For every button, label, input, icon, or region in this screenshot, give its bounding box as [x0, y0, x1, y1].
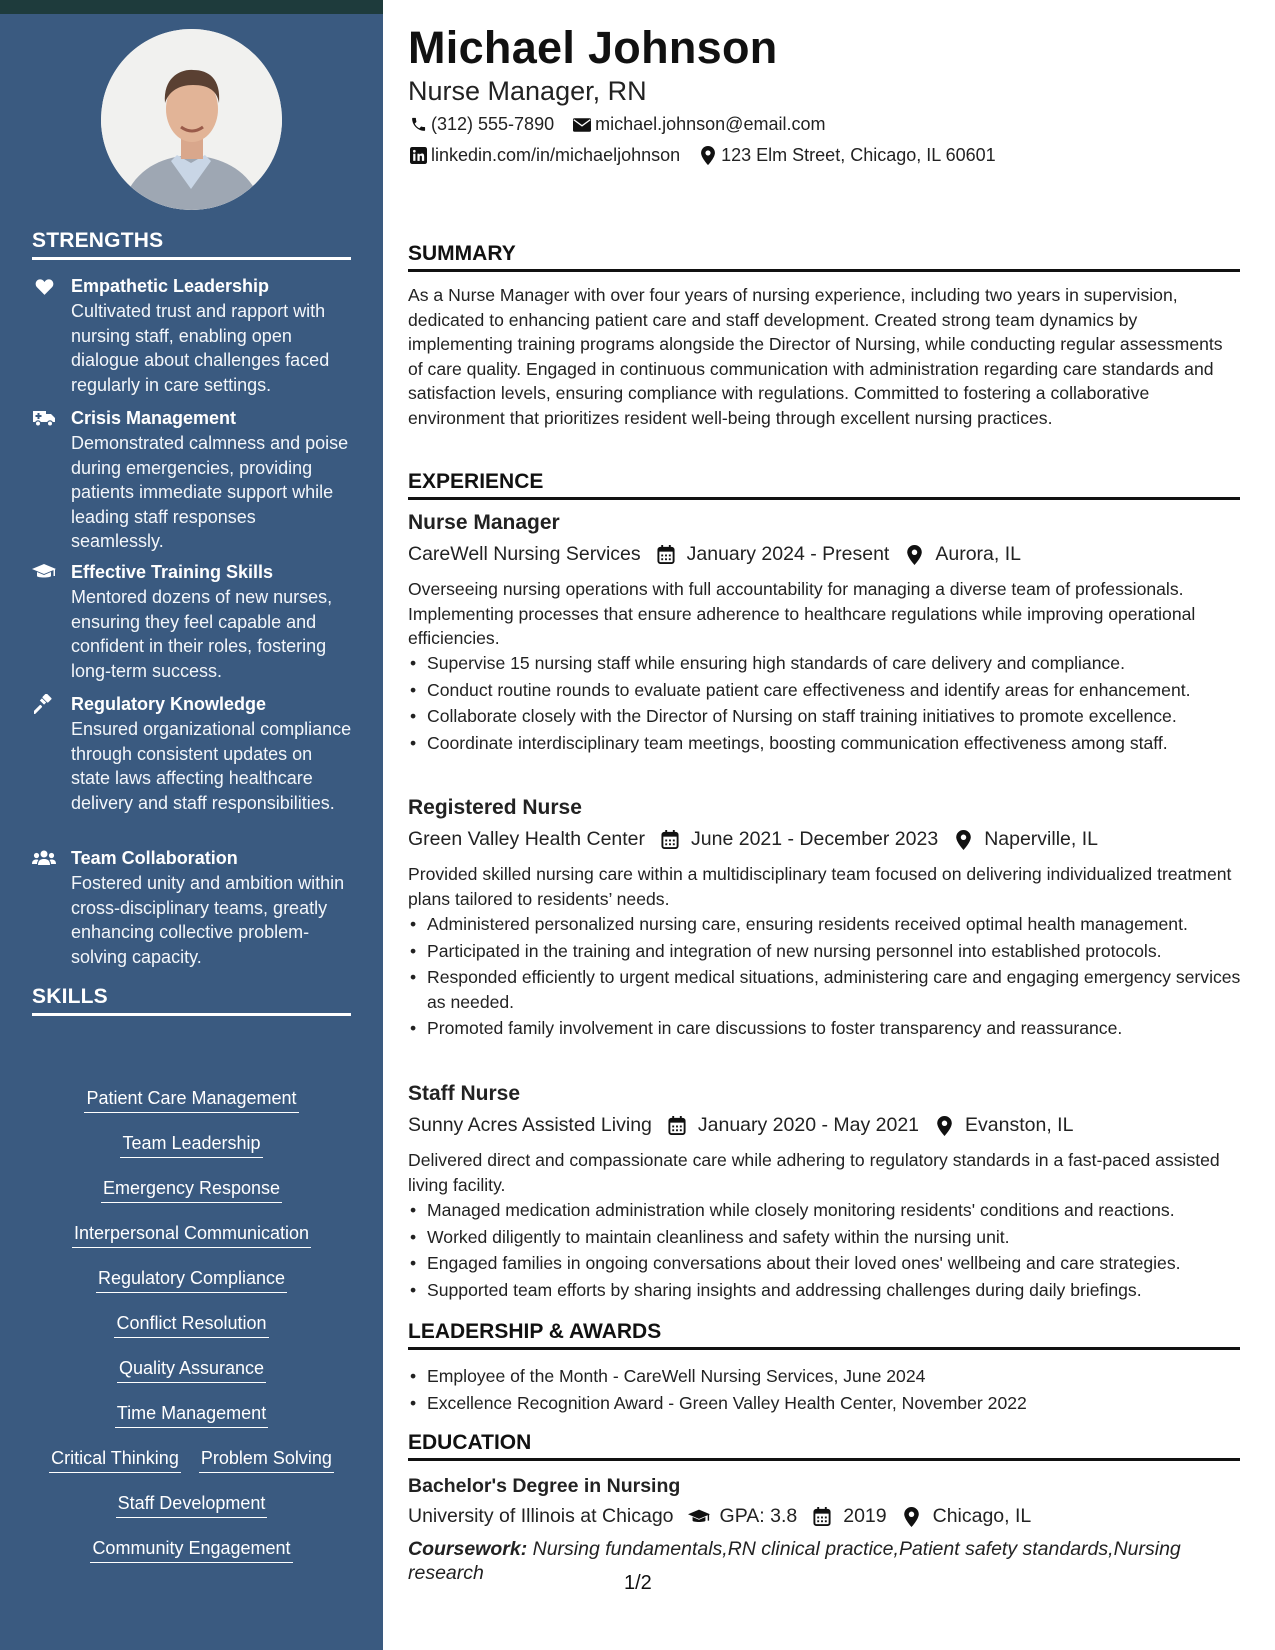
strength-description: Ensured organizational compliance through consistent updates on state laws affecting healthcare delivery and staff responsibilities.	[71, 719, 352, 813]
calendar-icon	[655, 544, 677, 566]
profile-photo-image	[101, 29, 282, 210]
skill-tag: Emergency Response	[101, 1176, 282, 1203]
job-location: Aurora, IL	[935, 543, 1021, 565]
calendar-icon	[659, 829, 681, 851]
graduation-cap-icon	[688, 1506, 710, 1528]
job-bullets	[408, 912, 1248, 1043]
coursework-label: Coursework:	[408, 1538, 528, 1560]
heart-icon	[32, 277, 56, 295]
gpa-text: GPA: 3.8	[719, 1505, 798, 1527]
skills-list	[32, 1086, 351, 1581]
education-heading: EDUCATION	[408, 1431, 1240, 1461]
list-item: • Supported team efforts by sharing insights and addressing challenges during daily briefings.	[408, 1278, 1248, 1303]
school-name: University of Illinois at Chicago	[408, 1505, 674, 1527]
summary-text: As a Nurse Manager with over four years of nursing experience, including two years in supervision, dedicated to enhancing patient care and staff development. Created strong team dynamics by implementing training programs alongside the Director of Nursing, while conducting regular assessments of care quality. Engaged in continuous communication with administration regarding care standards and satisfaction levels, ensuring compliance with regulations. Committed to fostering a collaborative environment that prioritizes resident well-being through excellent nursing practices.	[408, 285, 1223, 428]
skill-tag: Time Management	[115, 1401, 268, 1428]
calendar-icon	[666, 1115, 688, 1137]
contact-row	[408, 145, 996, 166]
calendar-icon	[811, 1506, 833, 1528]
job-description: Overseeing nursing operations with full accountability for managing a diverse team of professionals. Implementing processes that ensure adherence to healthcare regulations while improving operational efficiencies.	[408, 579, 1196, 648]
skill-tag: Critical Thinking	[49, 1446, 181, 1473]
list-item: • Managed medication administration while closely monitoring residents' conditions and reactions.	[408, 1198, 1248, 1223]
school-location: Chicago, IL	[932, 1505, 1032, 1527]
job-meta	[408, 828, 1098, 851]
job-meta	[408, 1114, 1073, 1137]
skill-tag: Patient Care Management	[84, 1086, 298, 1113]
list-item: • Coordinate interdisciplinary team meetings, boosting communication effectiveness among staff.	[408, 731, 1248, 756]
job-title: Staff Nurse	[408, 1082, 521, 1105]
education-meta	[408, 1505, 1031, 1528]
strength-title: Effective Training Skills	[71, 562, 274, 582]
list-item: • Collaborate closely with the Director of Nursing on staff training initiatives to promote excellence.	[408, 704, 1248, 729]
skill-tag: Regulatory Compliance	[96, 1266, 287, 1293]
users-icon	[32, 849, 56, 867]
awards-heading: LEADERSHIP & AWARDS	[408, 1320, 1240, 1350]
map-pin-icon	[698, 146, 718, 166]
sidebar	[0, 14, 383, 1650]
job-title: Nurse Manager	[408, 511, 560, 534]
degree-title: Bachelor's Degree in Nursing	[408, 1475, 681, 1497]
address-text: 123 Elm Street, Chicago, IL 60601	[721, 145, 996, 165]
job-company: Green Valley Health Center	[408, 828, 646, 850]
skill-tag: Problem Solving	[199, 1446, 334, 1473]
coursework-text: Nursing fundamentals,RN clinical practice,Patient safety standards,Nursing research	[408, 1538, 1181, 1584]
map-pin-icon	[903, 544, 925, 566]
job-title: Registered Nurse	[408, 796, 582, 819]
skill-tag: Conflict Resolution	[114, 1311, 268, 1338]
job-location: Naperville, IL	[984, 828, 1098, 850]
job-dates: January 2020 - May 2021	[697, 1114, 920, 1136]
strength-description: Cultivated trust and rapport with nursing staff, enabling open dialogue about challenges faced regularly in care settings.	[71, 301, 330, 395]
candidate-role: Nurse Manager, RN	[408, 76, 647, 106]
list-item: • Engaged families in ongoing conversations about their loved ones' wellbeing and care strategies.	[408, 1251, 1248, 1276]
list-item: • Conduct routine rounds to evaluate patient care effectiveness and identify areas for enhancement.	[408, 678, 1248, 703]
skills-heading: SKILLS	[32, 985, 351, 1016]
map-pin-icon	[901, 1506, 923, 1528]
strength-description: Mentored dozens of new nurses, ensuring they feel capable and confident in their roles, fostering long-term success.	[71, 587, 333, 681]
job-description: Delivered direct and compassionate care while adhering to regulatory standards in a fast-paced assisted living facility.	[408, 1150, 1220, 1195]
graduation-cap-icon	[32, 563, 56, 581]
map-pin-icon	[952, 829, 974, 851]
phone-number[interactable]: (312) 555-7890	[431, 114, 555, 134]
ambulance-icon	[32, 409, 56, 427]
map-pin-icon	[933, 1115, 955, 1137]
linkedin-icon	[408, 146, 428, 166]
list-item: • Employee of the Month - CareWell Nursing Services, June 2024	[408, 1364, 1248, 1389]
email-link[interactable]: michael.johnson@email.com	[595, 114, 826, 134]
job-bullets	[408, 1198, 1248, 1304]
job-dates: June 2021 - December 2023	[691, 828, 939, 850]
job-dates: January 2024 - Present	[686, 543, 890, 565]
job-description: Provided skilled nursing care within a multidisciplinary team focused on delivering individualized treatment plans tailored to residents’ needs.	[408, 864, 1232, 909]
summary-heading: SUMMARY	[408, 242, 1240, 272]
contact-row	[408, 114, 825, 135]
job-company: CareWell Nursing Services	[408, 543, 641, 565]
list-item: • Promoted family involvement in care discussions to foster transparency and reassurance.	[408, 1016, 1248, 1041]
strength-title: Team Collaboration	[71, 848, 238, 868]
coursework	[408, 1537, 1240, 1585]
job-meta	[408, 543, 1021, 566]
list-item: • Responded efficiently to urgent medical situations, administering care and engaging emergency services as needed.	[408, 965, 1248, 1014]
strength-description: Demonstrated calmness and poise during emergencies, providing patients immediate support while leading staff responses seamlessly.	[71, 433, 349, 551]
linkedin-link[interactable]: linkedin.com/in/michaeljohnson	[431, 145, 681, 165]
experience-heading: EXPERIENCE	[408, 470, 1240, 500]
strength-description: Fostered unity and ambition within cross-disciplinary teams, greatly enhancing collective problem-solving capacity.	[71, 873, 345, 967]
list-item: • Worked diligently to maintain cleanliness and safety within the nursing unit.	[408, 1225, 1248, 1250]
phone-icon	[408, 115, 428, 135]
list-item: • Administered personalized nursing care, ensuring residents received optimal health management.	[408, 912, 1248, 937]
strength-title: Regulatory Knowledge	[71, 694, 267, 714]
awards-list	[408, 1364, 1248, 1417]
strength-title: Crisis Management	[71, 408, 237, 428]
list-item: • Excellence Recognition Award - Green Valley Health Center, November 2022	[408, 1391, 1248, 1416]
profile-photo	[101, 29, 282, 210]
page-number: 1/2	[624, 1572, 652, 1594]
job-company: Sunny Acres Assisted Living	[408, 1114, 652, 1136]
strengths-heading: STRENGTHS	[32, 229, 351, 260]
skill-tag: Team Leadership	[120, 1131, 262, 1158]
list-item: • Supervise 15 nursing staff while ensuring high standards of care delivery and compliance.	[408, 651, 1248, 676]
strength-title: Empathetic Leadership	[71, 276, 270, 296]
candidate-name: Michael Johnson	[408, 22, 778, 73]
graduation-year: 2019	[843, 1505, 887, 1527]
skill-tag: Interpersonal Communication	[72, 1221, 311, 1248]
skill-tag: Quality Assurance	[117, 1356, 266, 1383]
list-item: • Participated in the training and integration of new nursing personnel into established protocols.	[408, 939, 1248, 964]
job-bullets	[408, 651, 1248, 757]
envelope-icon	[572, 115, 592, 135]
skill-tag: Community Engagement	[90, 1536, 292, 1563]
skill-tag: Staff Development	[116, 1491, 268, 1518]
job-location: Evanston, IL	[965, 1114, 1074, 1136]
sidebar-top-bar	[0, 0, 383, 14]
gavel-icon	[32, 695, 56, 713]
